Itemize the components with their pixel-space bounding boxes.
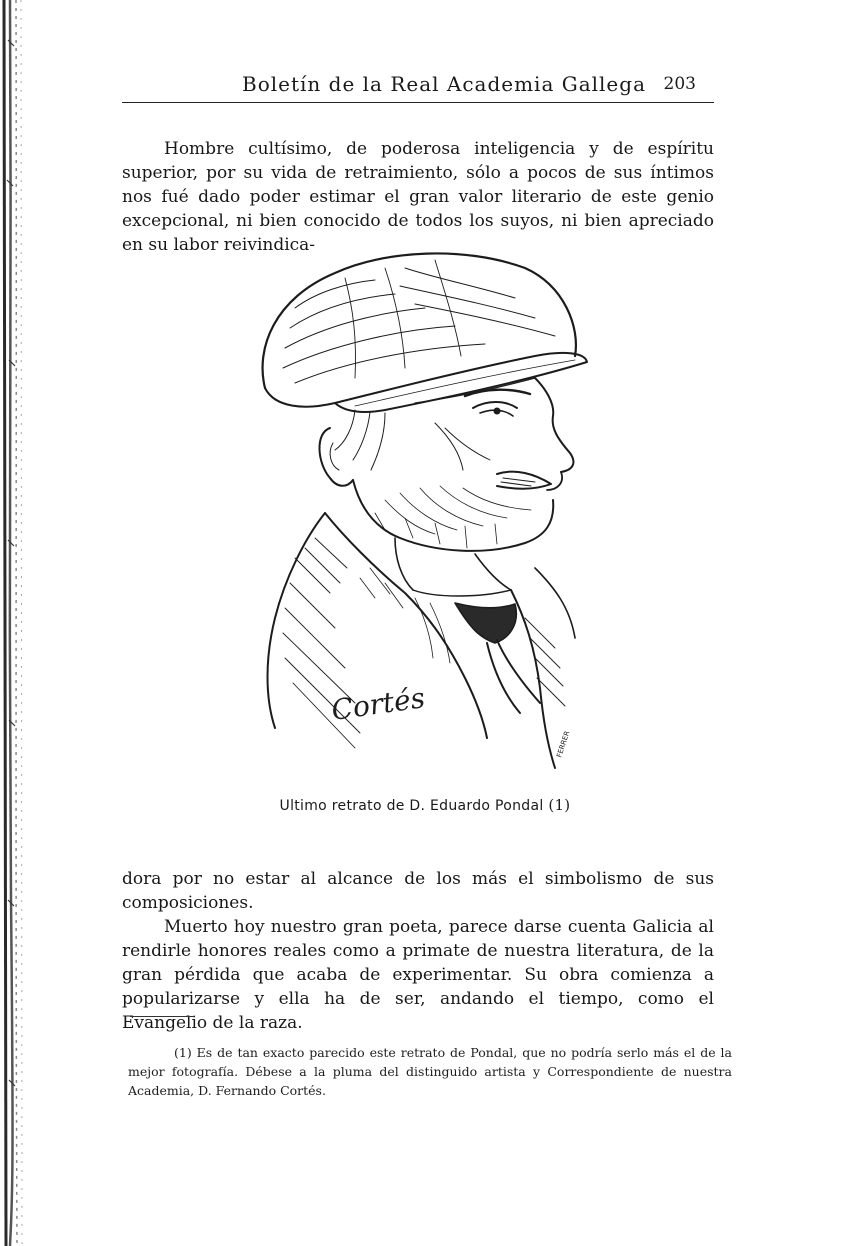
body-paragraph-2: dora por no estar al alcance de los más el simbolismo de sus composiciones. — [122, 869, 714, 913]
figure-caption — [0, 796, 850, 814]
body-paragraph-1: Hombre cultísimo, de poderosa inteligencia y de espíritu superior, por su vida de retraimiento, sólo a pocos de sus íntimos nos fué dado poder estimar el gran valor literario de este genio excepcional, ni bien conocido de todos los suyos, ni bien apreciado en su labor reivindica- — [122, 139, 714, 255]
body-paragraph-3: Muerto hoy nuestro gran poeta, parece darse cuenta Galicia al rendirle honores reales como a primate de nuestra literatura, de la gran pérdida que acaba de experimentar. Su obra comienza a popularizarse y ella ha de ser, andando el tiempo, como el Evangelio de la raza. — [122, 917, 714, 1033]
running-header — [122, 70, 714, 103]
artist-signature: Cortés — [329, 681, 427, 727]
portrait-engraving — [235, 238, 595, 778]
footnote: (1) Es de tan exacto parecido este retrato de Pondal, que no podría serlo más el de la mejor fotografía. Débese a la pluma del distinguido artista y Correspondiente de nuestra Academia, D. Fernando Cortés. — [128, 1044, 732, 1098]
engraver-mark: FERRER — [555, 730, 572, 759]
binding-edge — [0, 0, 30, 1246]
running-title: Boletín de la Real Academia Gallega — [242, 72, 646, 96]
footnote-rule — [130, 1016, 194, 1017]
caption-note-marker: (1) — [548, 796, 571, 814]
page-number: 203 — [663, 74, 696, 94]
caption-text: Ultimo retrato de D. Eduardo Pondal — [279, 798, 544, 814]
